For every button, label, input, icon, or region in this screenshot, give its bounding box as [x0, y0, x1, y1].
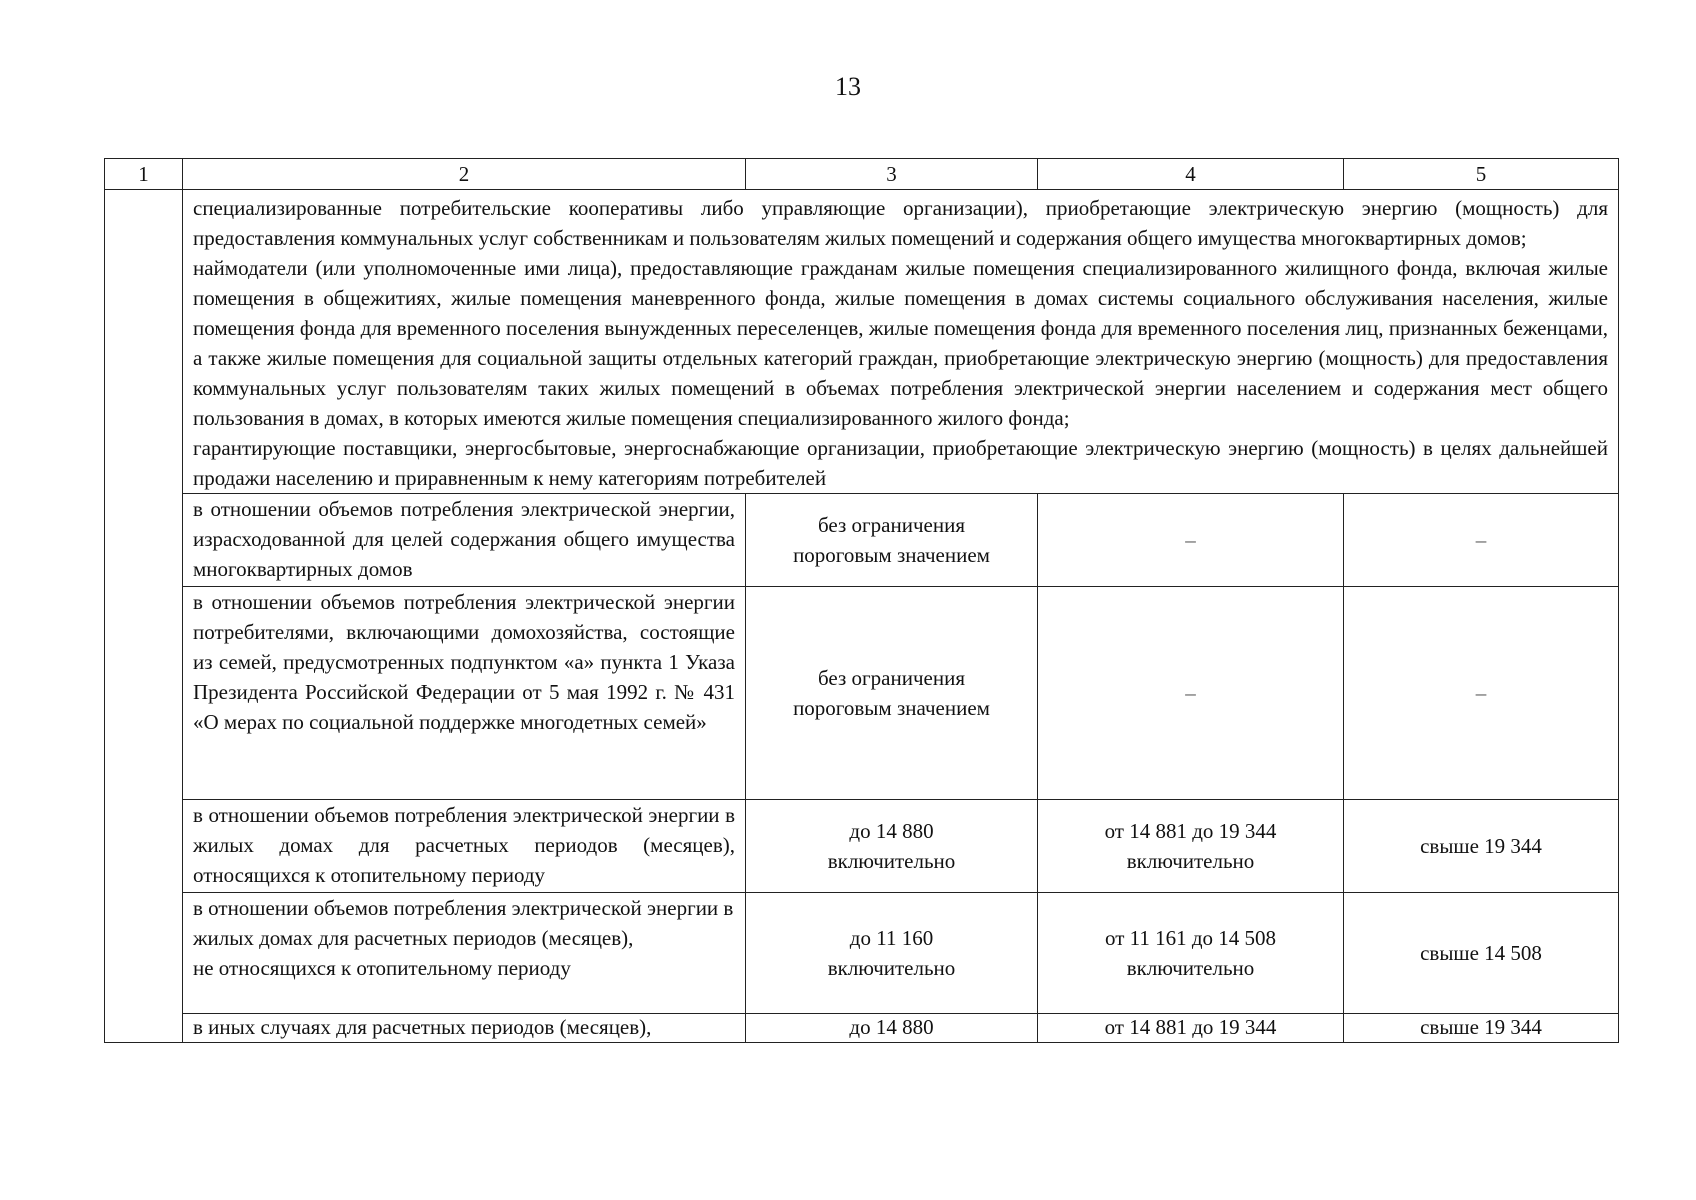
intro-cell — [183, 190, 1619, 494]
threshold-cell-5: свыше 19 344 — [1344, 800, 1619, 893]
threshold-cell-3: до 14 880 включительно — [746, 800, 1038, 893]
intro-row — [105, 190, 1619, 494]
header-cell-3: 3 — [746, 159, 1038, 190]
row-description: в иных случаях для расчетных периодов (месяцев), — [183, 1014, 746, 1043]
threshold-cell-4: – — [1038, 494, 1344, 587]
threshold-cell-3: без ограничения пороговым значением — [746, 587, 1038, 800]
table-row — [105, 494, 1619, 587]
threshold-cell-3: без ограничения пороговым значением — [746, 494, 1038, 587]
row-description-text: в отношении объемов потребления электрической энергии в жилых домах для расчетных периодов (месяцев), не относящихся к отопительному периоду — [193, 896, 734, 980]
header-cell-1: 1 — [105, 159, 183, 190]
tariff-table — [104, 158, 1619, 1043]
threshold-cell-5: – — [1344, 494, 1619, 587]
row-description-text: в отношении объемов потребления электрической энергии в жилых домах для расчетных периодов (месяцев), относящихся к отопительному периоду — [193, 803, 735, 887]
threshold-cell-4: от 14 881 до 19 344 — [1038, 1014, 1344, 1043]
intro-paragraph: специализированные потребительские кооперативы либо управляющие организации), приобретающие электрическую энергию (мощность) для предоставления коммунальных услуг собственникам и пользователям жилых помещений и содержания общего имущества многоквартирных домов; — [193, 196, 1608, 250]
header-cell-5: 5 — [1344, 159, 1619, 190]
row-description — [183, 893, 746, 1014]
threshold-cell-4: от 14 881 до 19 344 включительно — [1038, 800, 1344, 893]
row-description — [183, 494, 746, 587]
intro-paragraph: гарантирующие поставщики, энергосбытовые, энергоснабжающие организации, приобретающие электрическую энергию (мощность) в целях дальнейшей продажи населению и приравненным к нему категориям потребителей — [193, 436, 1608, 490]
row-description-text: в отношении объемов потребления электрической энергии, израсходованной для целей содержания общего имущества многоквартирных домов — [193, 497, 735, 581]
threshold-cell-5: – — [1344, 587, 1619, 800]
page-number: 13 — [835, 72, 861, 101]
threshold-cell-4: – — [1038, 587, 1344, 800]
first-column-cell — [105, 190, 183, 1043]
row-description-text: в отношении объемов потребления электрической энергии потребителями, включающими домохозяйства, состоящие из семей, предусмотренных подпунктом «а» пункта 1 Указа Президента Российской Федерации от 5 мая 1992 г. № 431 «О мерах по социальной поддержке многодетных семей» — [193, 590, 735, 734]
row-description — [183, 587, 746, 800]
table-row — [105, 1014, 1619, 1043]
table-row — [105, 587, 1619, 800]
threshold-cell-4: от 11 161 до 14 508 включительно — [1038, 893, 1344, 1014]
threshold-cell-3: до 14 880 — [746, 1014, 1038, 1043]
threshold-cell-3: до 11 160 включительно — [746, 893, 1038, 1014]
threshold-cell-5: свыше 19 344 — [1344, 1014, 1619, 1043]
table-header-row — [105, 159, 1619, 190]
table-row — [105, 893, 1619, 1014]
header-cell-2: 2 — [183, 159, 746, 190]
intro-paragraph: наймодатели (или уполномоченные ими лица), предоставляющие гражданам жилые помещения специализированного жилищного фонда, включая жилые помещения в общежитиях, жилые помещения маневренного фонда, жилые помещения в домах системы социального обслуживания населения, жилые помещения фонда для временного поселения вынужденных переселенцев, жилые помещения фонда для временного поселения лиц, признанных беженцами, а также жилые помещения для социальной защиты отдельных категорий граждан, приобретающие электрическую энергию (мощность) для предоставления коммунальных услуг пользователям таких жилых помещений в объемах потребления электрической энергии населением и содержания мест общего пользования в домах, в которых имеются жилые помещения специализированного жилого фонда; — [193, 256, 1608, 430]
threshold-cell-5: свыше 14 508 — [1344, 893, 1619, 1014]
table-row — [105, 800, 1619, 893]
header-cell-4: 4 — [1038, 159, 1344, 190]
row-description — [183, 800, 746, 893]
